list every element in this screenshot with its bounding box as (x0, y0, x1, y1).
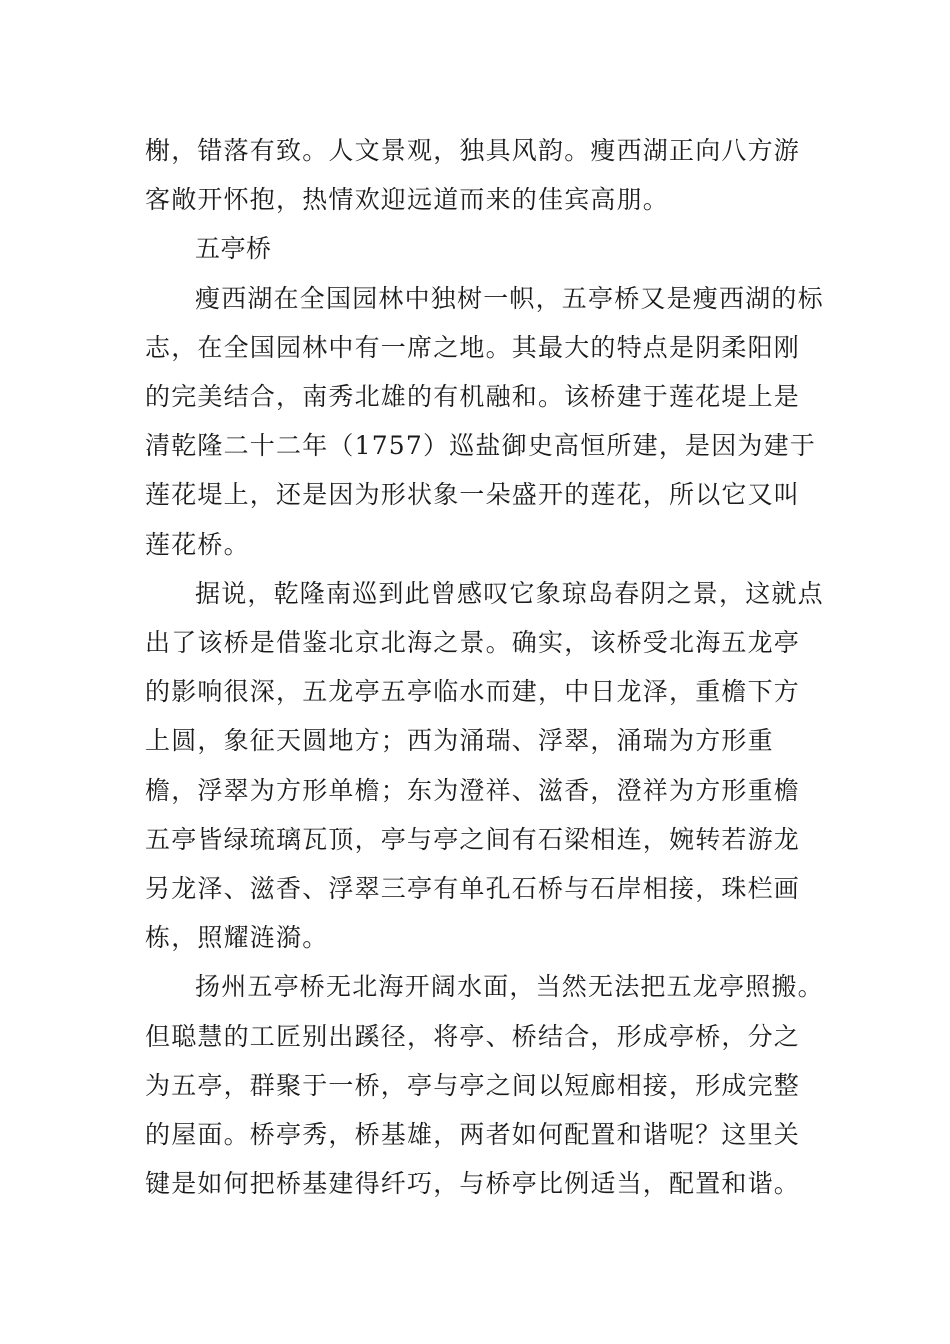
paragraph: 据说，乾隆南巡到此曾感叹它象琼岛春阴之景，这就点出了该桥是借鉴北京北海之景。确实，该桥受北海五龙亭的影响很深，五龙亭五亭临水而建，中日龙泽，重檐下方上圆，象征天圆地方；西为涌瑞、浮翠，涌瑞为方形重檐，浮翠为方形单檐；东为澄祥、滋香，澄祥为方形重檐五亭皆绿琉璃瓦顶，亭与亭之间有石梁相连，婉转若游龙另龙泽、滋香、浮翠三亭有单孔石桥与石岸相接，珠栏画栋，照耀涟漪。 (145, 578, 824, 953)
paragraph: 瘦西湖在全国园林中独树一帜，五亭桥又是瘦西湖的标志，在全国园林中有一席之地。其最大的特点是阴柔阳刚的完美结合，南秀北雄的有机融和。该桥建于莲花堤上是清乾隆二十二年（1757）巡盐御史高恒所建，是因为建于莲花堤上，还是因为形状象一朵盛开的莲花，所以它又叫莲花桥。 (145, 283, 824, 559)
paragraph-continuation: 榭，错落有致。人文景观，独具风韵。瘦西湖正向八方游客敞开怀抱，热情欢迎远道而来的佳宾高朋。 (145, 136, 801, 215)
document-page (145, 126, 825, 1208)
paragraph: 扬州五亭桥无北海开阔水面，当然无法把五龙亭照搬。但聪慧的工匠别出蹊径，将亭、桥结合，形成亭桥，分之为五亭，群聚于一桥，亭与亭之间以短廊相接，形成完整的屋面。桥亭秀，桥基雄，两者如何配置和谐呢？这里关键是如何把桥基建得纤巧，与桥亭比例适当，配置和谐。 (145, 972, 824, 1199)
section-heading: 五亭桥 (195, 234, 272, 264)
